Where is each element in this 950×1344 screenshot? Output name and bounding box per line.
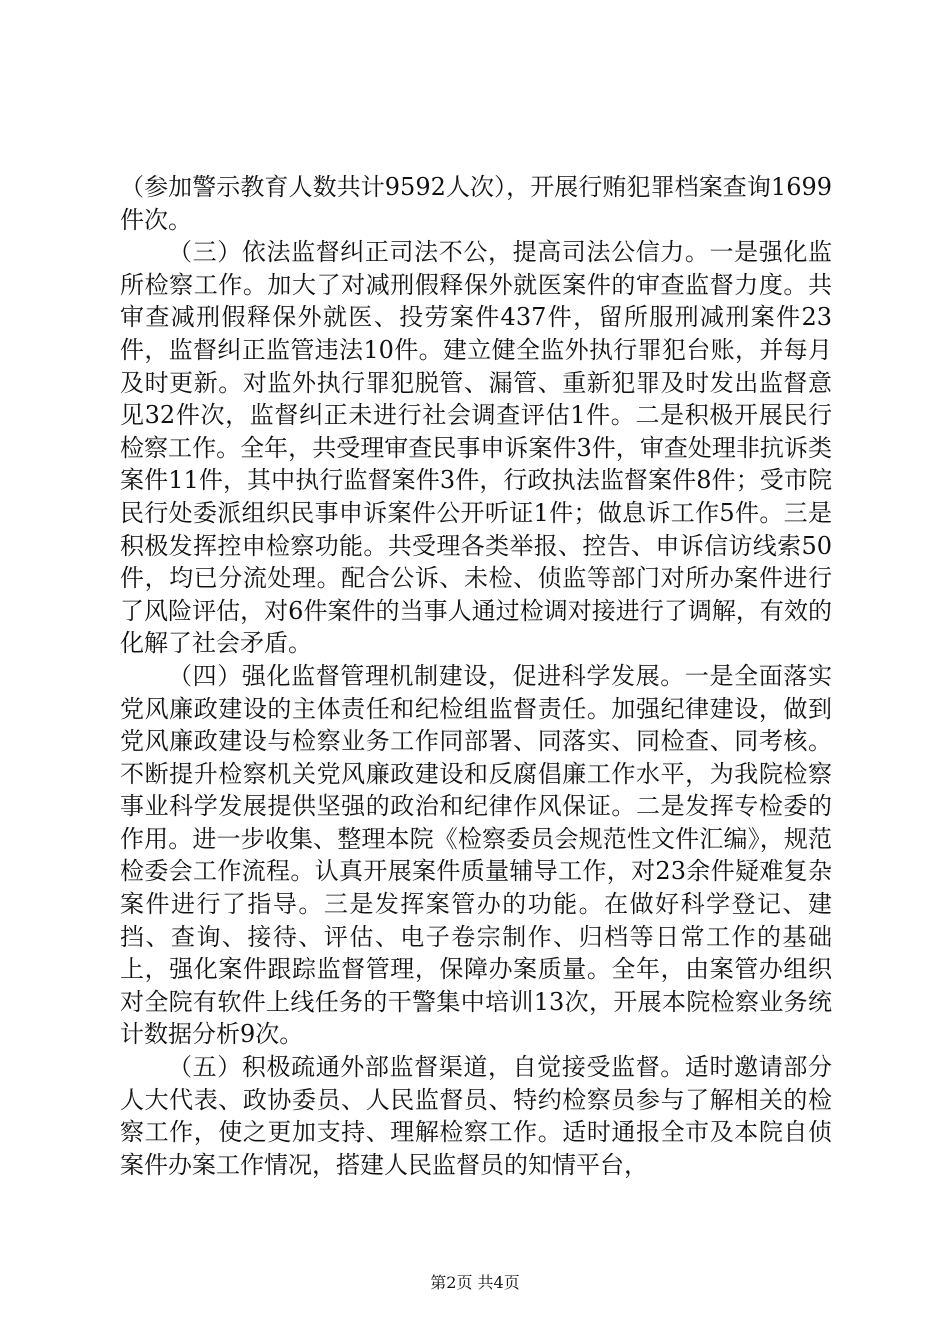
page-number-footer: 第2页 共4页	[430, 1273, 520, 1292]
paragraph-continuation: （参加警示教育人数共计9592人次），开展行贿犯罪档案查询1699件次。	[120, 173, 832, 234]
paragraph-section-four: （四）强化监督管理机制建设，促进科学发展。一是全面落实党风廉政建设的主体责任和纪检组监督责任。加强纪律建设，做到党风廉政建设与检察业务工作同部署、同落实、同检查、同考核。不断提升检察机关党风廉政建设和反腐倡廉工作水平，为我院检察事业科学发展提供坚强的政治和纪律作风保证。二是发挥专检委的作用。进一步收集、整理本院《检察委员会规范性文件汇编》，规范检委会工作流程。认真开展案件质量辅导工作，对23余件疑难复杂案件进行了指导。三是发挥案管办的功能。在做好科学登记、建挡、查询、接待、评估、电子卷宗制作、归档等日常工作的基础上，强化案件跟踪监督管理，保障办案质量。全年，由案管办组织对全院有软件上线任务的干警集中培训13次，开展本院检察业务统计数据分析9次。	[120, 661, 832, 1049]
paragraph-section-five: （五）积极疏通外部监督渠道，自觉接受监督。适时邀请部分人大代表、政协委员、人民监督员、特约检察员参与了解相关的检察工作，使之更加支持、理解检察工作。适时通报全市及本院自侦案件办案工作情况，搭建人民监督员的知情平台，	[120, 1053, 832, 1179]
paragraph-section-three: （三）依法监督纠正司法不公，提高司法公信力。一是强化监所检察工作。加大了对减刑假释保外就医案件的审查监督力度。共审查减刑假释保外就医、投劳案件437件，留所服刑减刑案件23件，监督纠正监管违法10件。建立健全监外执行罪犯台账，并每月及时更新。对监外执行罪犯脱管、漏管、重新犯罪及时发出监督意见32件次，监督纠正未进行社会调查评估1件。二是积极开展民行检察工作。全年，共受理审查民事申诉案件3件，审查处理非抗诉类案件11件，其中执行监督案件3件，行政执法监督案件8件；受市院民行处委派组织民事申诉案件公开听证1件；做息诉工作5件。三是积极发挥控申检察功能。共受理各类举报、控告、申诉信访线索50件，均已分流处理。配合公诉、未检、侦监等部门对所办案件进行了风险评估，对6件案件的当事人通过检调对接进行了调解，有效的化解了社会矛盾。	[120, 238, 832, 658]
document-body	[120, 171, 832, 1181]
